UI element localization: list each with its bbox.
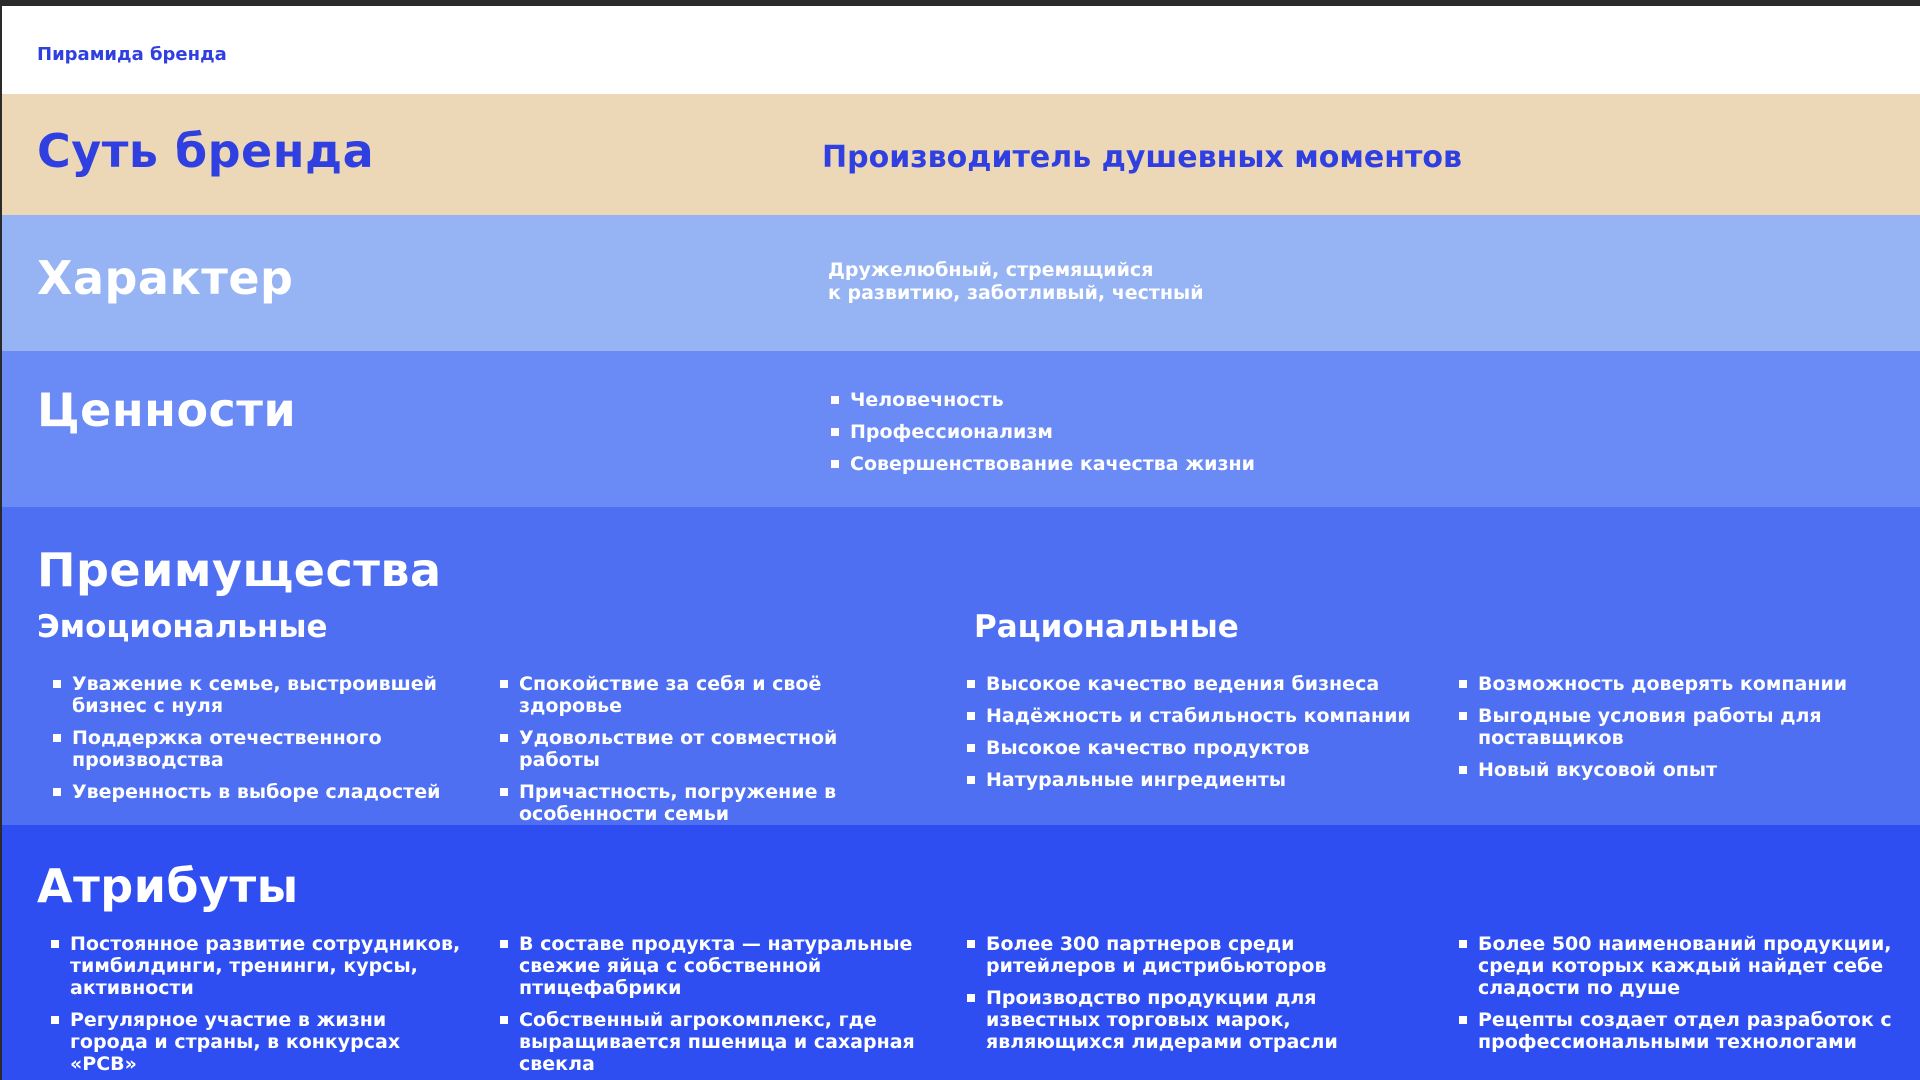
list-item: В составе продукта — натуральные свежие яйца с собственной птицефабрики	[497, 933, 917, 999]
list-item: Выгодные условия работы для поставщиков	[1456, 705, 1896, 749]
list-item: Возможность доверять компании	[1456, 673, 1896, 695]
list-item: Совершенствование качества жизни	[828, 453, 1428, 475]
character-line: к развитию, заботливый, честный	[828, 282, 1204, 304]
rational-list-2	[1456, 673, 1896, 791]
character-band	[2, 215, 1920, 351]
advantages-band	[2, 507, 1920, 825]
values-band	[2, 351, 1920, 507]
attributes-list-1	[48, 933, 468, 1080]
list-item: Натуральные ингредиенты	[964, 769, 1424, 791]
slide	[0, 6, 1920, 1080]
list-item: Причастность, погружение в особенности семьи	[497, 781, 917, 825]
list-item: Профессионализм	[828, 421, 1428, 443]
attributes-list-2	[497, 933, 917, 1080]
rational-list-1	[964, 673, 1424, 801]
list-item: Высокое качество ведения бизнеса	[964, 673, 1424, 695]
list-item: Уверенность в выборе сладостей	[50, 781, 470, 803]
emotional-list-2	[497, 673, 917, 835]
list-item: Спокойствие за себя и своё здоровье	[497, 673, 917, 717]
attributes-list-3	[964, 933, 1424, 1063]
character-heading: Характер	[37, 251, 294, 305]
list-item: Производство продукции для известных торговых марок, являющихся лидерами отрасли	[964, 987, 1424, 1053]
list-item: Поддержка отечественного производства	[50, 727, 470, 771]
list-item: Человечность	[828, 389, 1428, 411]
advantages-heading: Преимущества	[37, 543, 442, 597]
essence-band	[2, 94, 1920, 215]
attributes-band	[2, 825, 1920, 1080]
list-item: Рецепты создает отдел разработок с профессиональными технологами	[1456, 1009, 1896, 1053]
slide-header	[2, 6, 1920, 94]
list-item: Регулярное участие в жизни города и страны, в конкурсах «РСВ»	[48, 1009, 468, 1075]
list-item: Надёжность и стабильность компании	[964, 705, 1424, 727]
essence-text: Производитель душевных моментов	[822, 140, 1462, 175]
character-text	[828, 259, 1348, 305]
rational-subheading: Рациональные	[974, 609, 1239, 645]
character-line: Дружелюбный, стремящийся	[828, 259, 1154, 281]
list-item: Более 500 наименований продукции, среди которых каждый найдет себе сладости по душе	[1456, 933, 1896, 999]
list-item: Высокое качество продуктов	[964, 737, 1424, 759]
breadcrumb: Пирамида бренда	[37, 44, 227, 65]
list-item: Собственный агрокомплекс, где выращивается пшеница и сахарная свекла	[497, 1009, 917, 1075]
attributes-list-4	[1456, 933, 1896, 1063]
values-heading: Ценности	[37, 383, 297, 437]
attributes-heading: Атрибуты	[37, 859, 299, 913]
values-list	[828, 389, 1428, 485]
list-item: Уважение к семье, выстроившей бизнес с нуля	[50, 673, 470, 717]
emotional-list-1	[50, 673, 470, 813]
list-item: Более 300 партнеров среди ритейлеров и дистрибьюторов	[964, 933, 1424, 977]
emotional-subheading: Эмоциональные	[37, 609, 328, 645]
list-item: Новый вкусовой опыт	[1456, 759, 1896, 781]
essence-heading: Суть бренда	[37, 124, 375, 178]
list-item: Удовольствие от совместной работы	[497, 727, 917, 771]
list-item: Постоянное развитие сотрудников, тимбилдинги, тренинги, курсы, активности	[48, 933, 468, 999]
